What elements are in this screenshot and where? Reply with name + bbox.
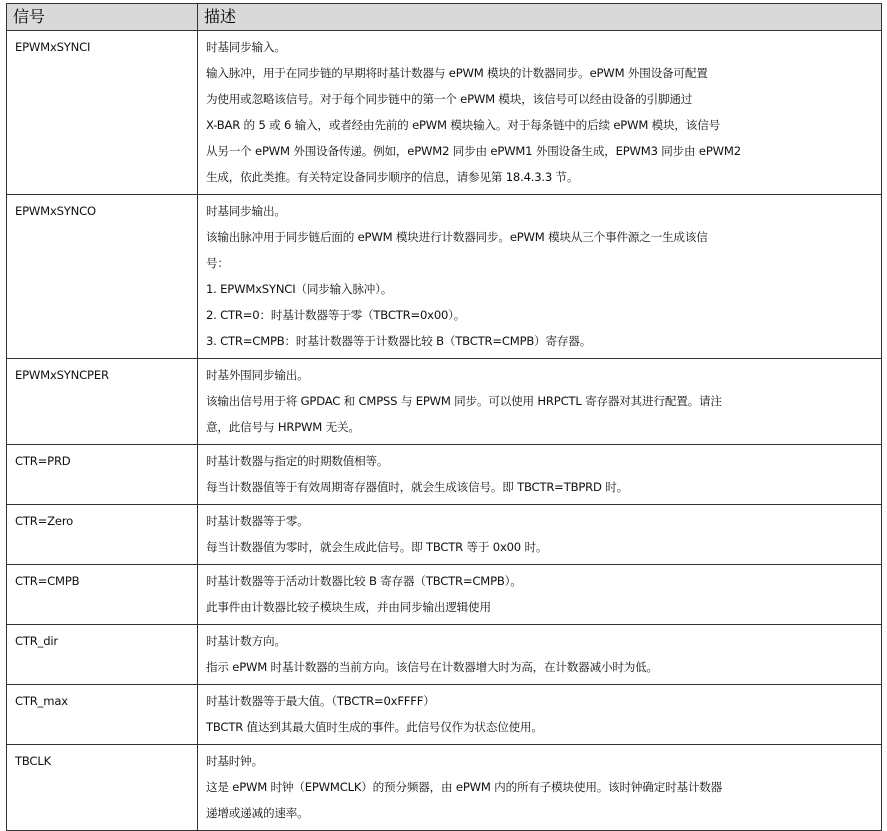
description-line: 时基计数器等于最大值。（TBCTR=0xFFFF） [206,694,435,708]
description-line: 时基计数方向。 [206,634,286,648]
table-row [7,745,882,831]
description-line: 时基时钟。 [206,754,263,768]
signal-table [6,3,882,831]
description-line: 时基计数器与指定的时期数值相等。 [206,454,389,468]
signal-name: CTR_dir [7,625,198,685]
signal-description [198,745,882,831]
signal-description [198,505,882,565]
signal-description [198,445,882,505]
description-line: 1. EPWMxSYNCI（同步输入脉冲）。 [206,282,393,296]
signal-name: EPWMxSYNCPER [7,359,198,445]
signal-name: CTR=PRD [7,445,198,505]
table-row [7,565,882,625]
description-line: 时基同步输入。 [206,40,286,54]
signal-description [198,31,882,195]
description-line: 3. CTR=CMPB：时基计数器等于计数器比较 B（TBCTR=CMPB）寄存器。 [206,334,592,348]
table-header-row [7,4,882,31]
table-row [7,359,882,445]
description-line: TBCTR 值达到其最大值时生成的事件。此信号仅作为状态位使用。 [206,720,543,734]
signal-name: EPWMxSYNCO [7,195,198,359]
table-row [7,625,882,685]
signal-name: TBCLK [7,745,198,831]
description-line: 从另一个 ePWM 外围设备传递。例如，ePWM2 同步由 ePWM1 外围设备生成，EPWM3 同步由 ePWM2 [206,144,741,158]
description-line: 每当计数器值等于有效周期寄存器值时，就会生成该信号。即 TBCTR=TBPRD 时。 [206,480,628,494]
header-signal: 信号 [7,4,198,31]
description-line: 时基计数器等于零。 [206,514,309,528]
table-row [7,505,882,565]
description-line: 时基同步输出。 [206,204,286,218]
header-description: 描述 [198,4,882,31]
description-line: 该输出信号用于将 GPDAC 和 CMPSS 与 EPWM 同步。可以使用 HRPCTL 寄存器对其进行配置。请注 [206,394,722,408]
description-line: 生成，依此类推。有关特定设备同步顺序的信息，请参见第 18.4.3.3 节。 [206,170,579,184]
signal-name: EPWMxSYNCI [7,31,198,195]
description-line: 递增或递减的速率。 [206,806,309,820]
description-line: 这是 ePWM 时钟（EPWMCLK）的预分频器，由 ePWM 内的所有子模块使用。该时钟确定时基计数器 [206,780,723,794]
signal-description [198,359,882,445]
signal-description [198,565,882,625]
description-line: 输入脉冲，用于在同步链的早期将时基计数器与 ePWM 模块的计数器同步。ePWM 外围设备可配置 [206,66,708,80]
table-row [7,685,882,745]
description-line: 为使用或忽略该信号。对于每个同步链中的第一个 ePWM 模块，该信号可以经由设备的引脚通过 [206,92,693,106]
signal-name: CTR=Zero [7,505,198,565]
description-line: 时基计数器等于活动计数器比较 B 寄存器（TBCTR=CMPB）。 [206,574,522,588]
description-line: X-BAR 的 5 或 6 输入，或者经由先前的 ePWM 模块输入。对于每条链中的后续 ePWM 模块，该信号 [206,118,720,132]
description-line: 时基外围同步输出。 [206,368,309,382]
table-row [7,195,882,359]
table-row [7,31,882,195]
description-line: 意，此信号与 HRPWM 无关。 [206,420,360,434]
signal-description [198,685,882,745]
signal-description [198,625,882,685]
description-line: 每当计数器值为零时，就会生成此信号。即 TBCTR 等于 0x00 时。 [206,540,548,554]
description-line: 该输出脉冲用于同步链后面的 ePWM 模块进行计数器同步。ePWM 模块从三个事件源之一生成该信 [206,230,708,244]
description-line: 号： [206,256,229,270]
signal-description [198,195,882,359]
signal-name: CTR=CMPB [7,565,198,625]
description-line: 2. CTR=0：时基计数器等于零（TBCTR=0x00）。 [206,308,466,322]
description-line: 此事件由计数器比较子模块生成，并由同步输出逻辑使用 [206,600,491,614]
signal-name: CTR_max [7,685,198,745]
description-line: 指示 ePWM 时基计数器的当前方向。该信号在计数器增大时为高，在计数器减小时为低。 [206,660,658,674]
table-row [7,445,882,505]
